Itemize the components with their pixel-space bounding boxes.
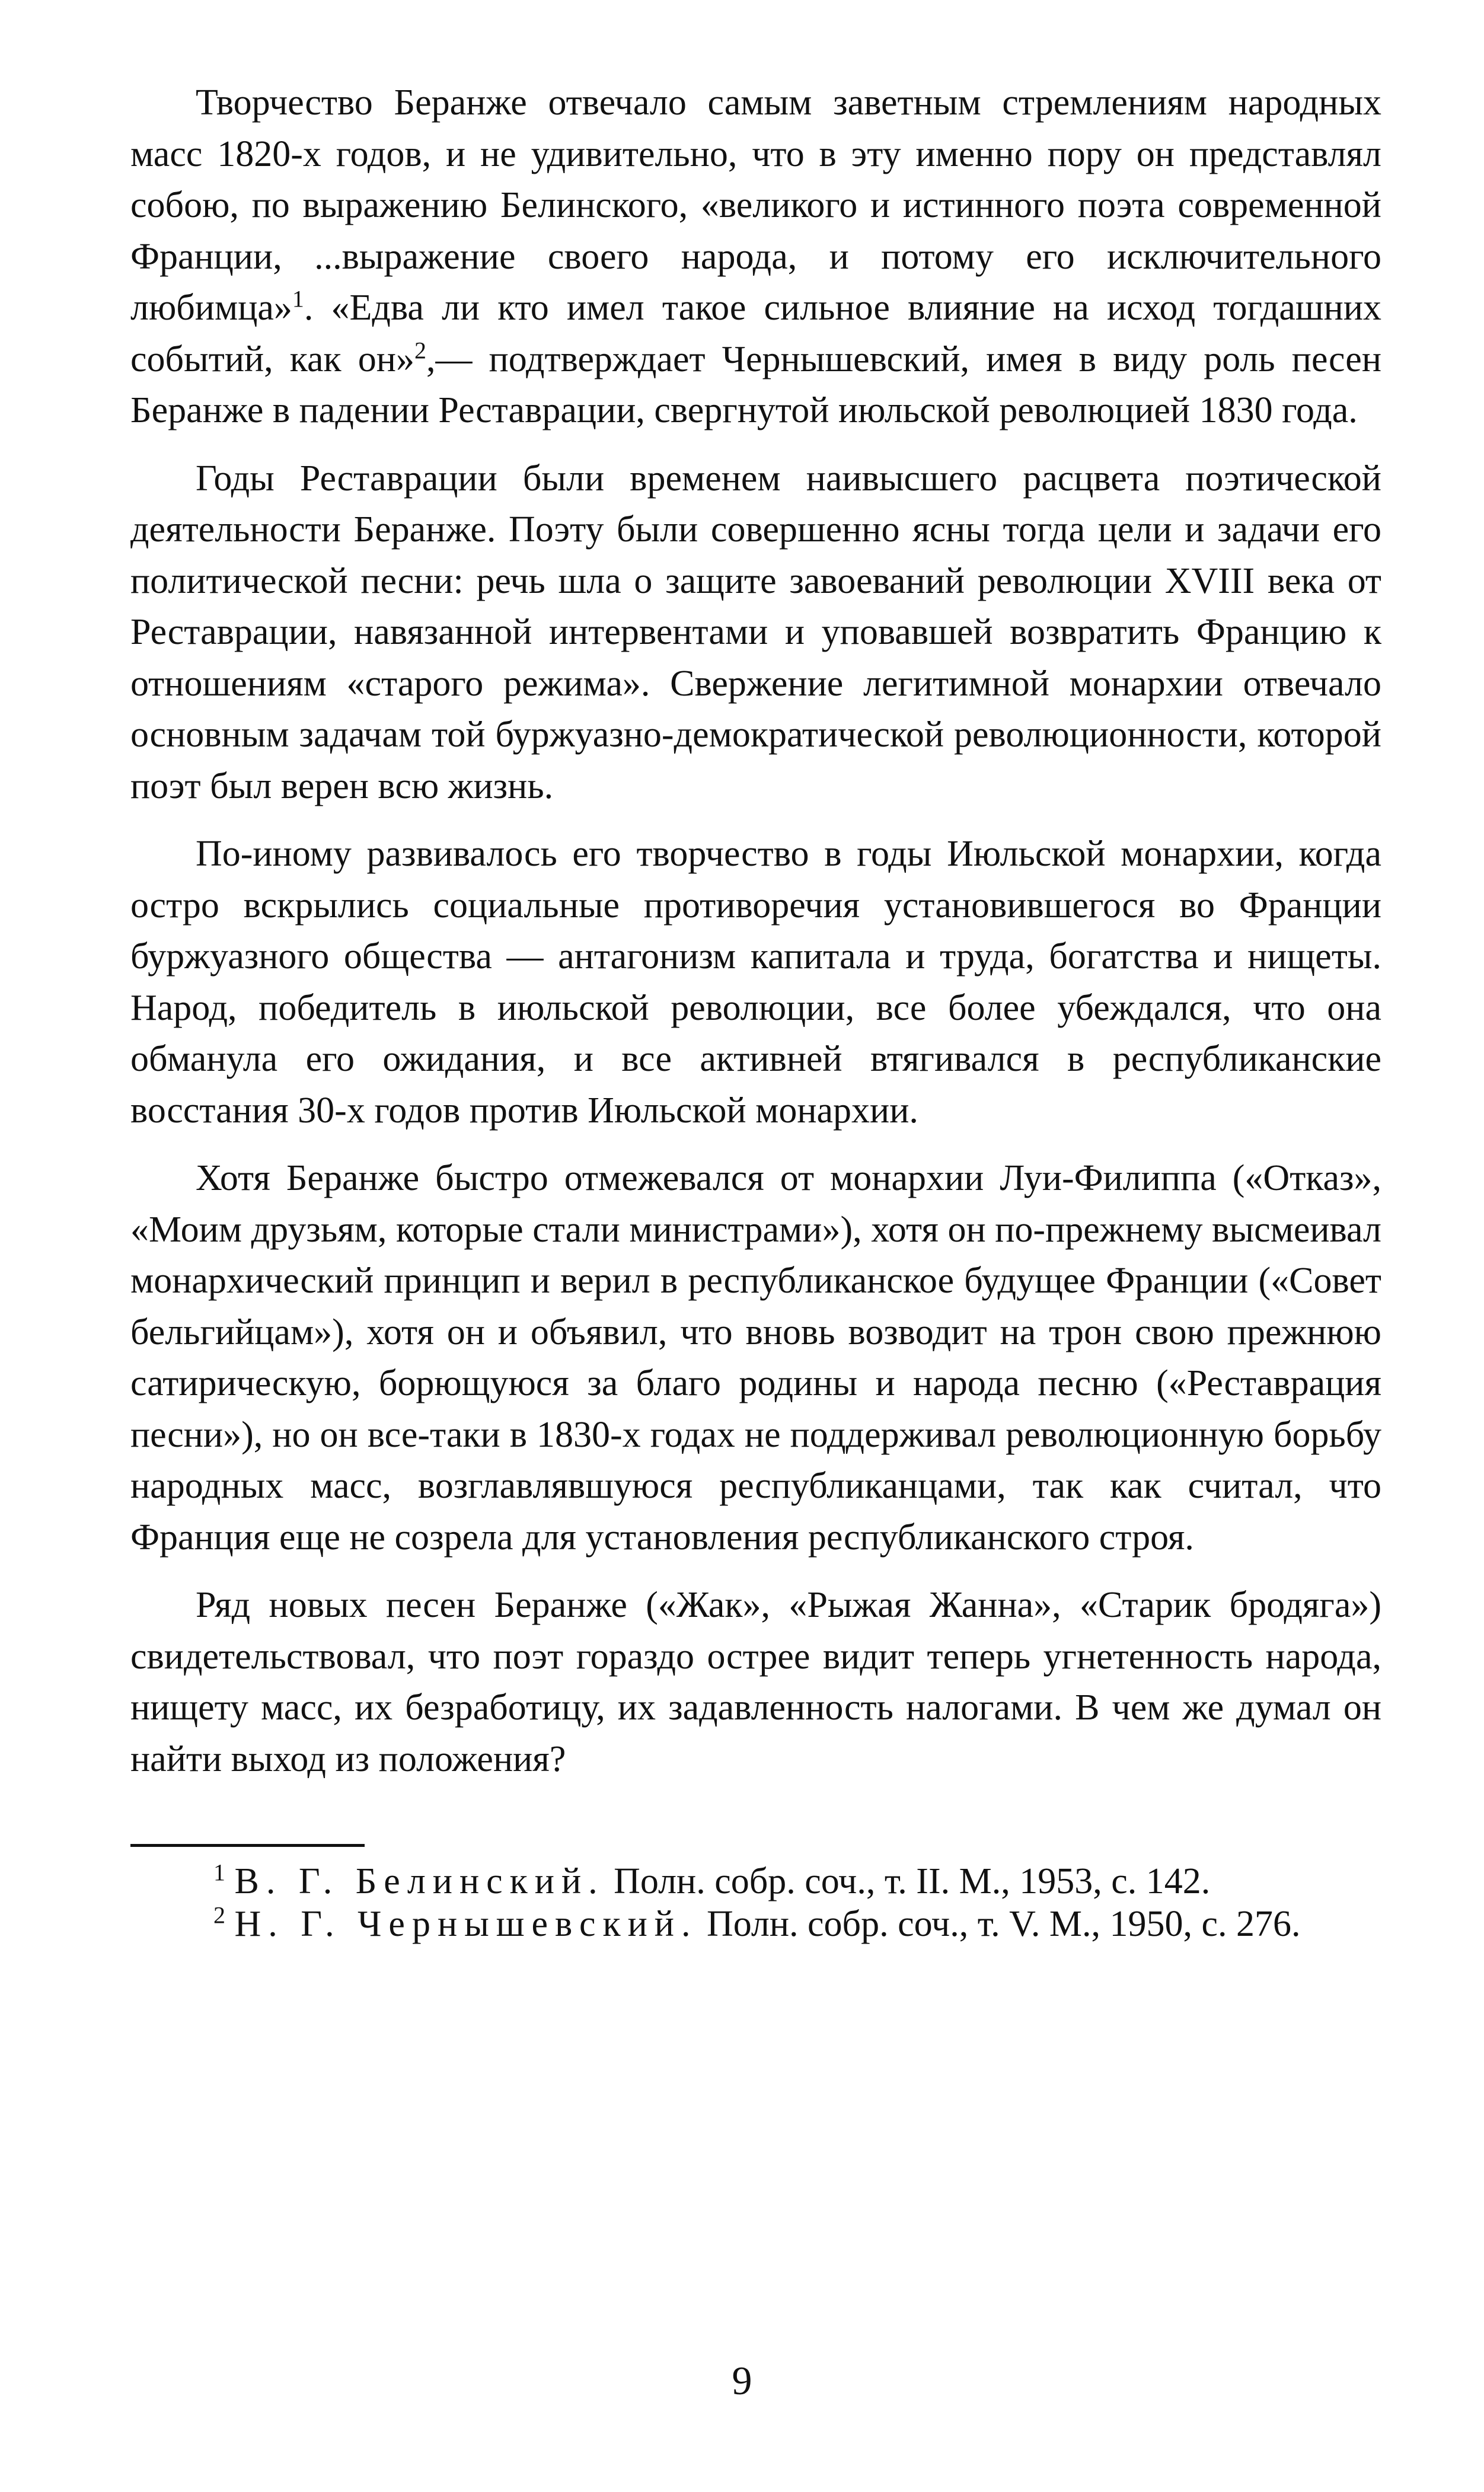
footnote-1-number: 1	[213, 1859, 225, 1886]
paragraph-1-text-middle: . «Едва ли кто имел такое сильное влияние на исход тогдашних событий, как он»	[130, 288, 1381, 379]
footnote-2-text: Полн. собр. соч., т. V. М., 1950, с. 276.	[697, 1904, 1301, 1944]
paragraph-3: По-иному развивалось его творчество в годы Июльской монархии, когда остро вскрылись социальные противоречия установившегося во Франции буржуазного общества — антагонизм капитала и труда, богатства и нищеты. Народ, победитель в июльской революции, все более убеждался, что она обманула его ожидания, и все активней втягивался в республиканские восстания 30-х годов против Июльской монархии.	[130, 834, 1381, 1131]
footnote-ref-1: 1	[292, 285, 304, 312]
paragraph-1	[130, 77, 1381, 436]
footnote-ref-2: 2	[414, 336, 426, 363]
footnote-1-text: Полн. собр. соч., т. II. М., 1953, с. 142.	[604, 1861, 1211, 1901]
paragraph-1-text-before: Творчество Беранже отвечало самым заветным стремлениям народных масс 1820-х годов, и не удивительно, что в эту именно пору он представлял собою, по выражению Белинского, «великого и истинного поэта современной Франции, ...выражение своего народа, и потому его исключительного любимца»	[130, 82, 1381, 328]
footnote-2	[130, 1903, 1381, 1945]
paragraph-2: Годы Реставрации были временем наивысшего расцвета поэтической деятельности Беранже. Поэту были совершенно ясны тогда цели и задачи его политической песни: речь шла о защите завоеваний революции XVIII века от Реставрации, навязанной интервентами и уповавшей возвратить Францию к отношениям «старого режима». Свержение легитимной монархии отвечало основным задачам той буржуазно-демократической революционности, которой поэт был верен всю жизнь.	[130, 458, 1381, 806]
footnote-divider	[130, 1844, 365, 1847]
page-body	[130, 77, 1381, 1945]
paragraph-4: Хотя Беранже быстро отмежевался от монархии Луи-Филиппа («Отказ», «Моим друзьям, которые стали министрами»), хотя он по-прежнему высмеивал монархический принцип и верил в республиканское будущее Франции («Совет бельгийцам»), хотя он и объявил, что вновь возводит на трон свою прежнюю сатирическую, борющуюся за благо родины и народа песню («Реставрация песни»), но он все-таки в 1830-х годах не поддерживал революционную борьбу народных масс, возглавлявшуюся республиканцами, так как считал, что Франция еще не созрела для установления республиканского строя.	[130, 1158, 1381, 1558]
paragraph-5: Ряд новых песен Беранже («Жак», «Рыжая Жанна», «Старик бродяга») свидетельствовал, что поэт гораздо острее видит теперь угнетенность народа, нищету масс, их безработицу, их задавленность налогами. В чем же думал он найти выход из положения?	[130, 1585, 1381, 1779]
footnote-1-author: В. Г. Белинский.	[234, 1861, 605, 1901]
paragraph-1-text-after: ,— подтверждает Чернышевский, имея в виду роль песен Беранже в падении Реставрации, свергнутой июльской революцией 1830 года.	[130, 339, 1381, 430]
footnote-2-number: 2	[213, 1901, 225, 1929]
footnote-2-author: Н. Г. Чернышевский.	[234, 1904, 698, 1944]
page-number: 9	[732, 2358, 752, 2403]
footnote-1	[130, 1860, 1381, 1903]
